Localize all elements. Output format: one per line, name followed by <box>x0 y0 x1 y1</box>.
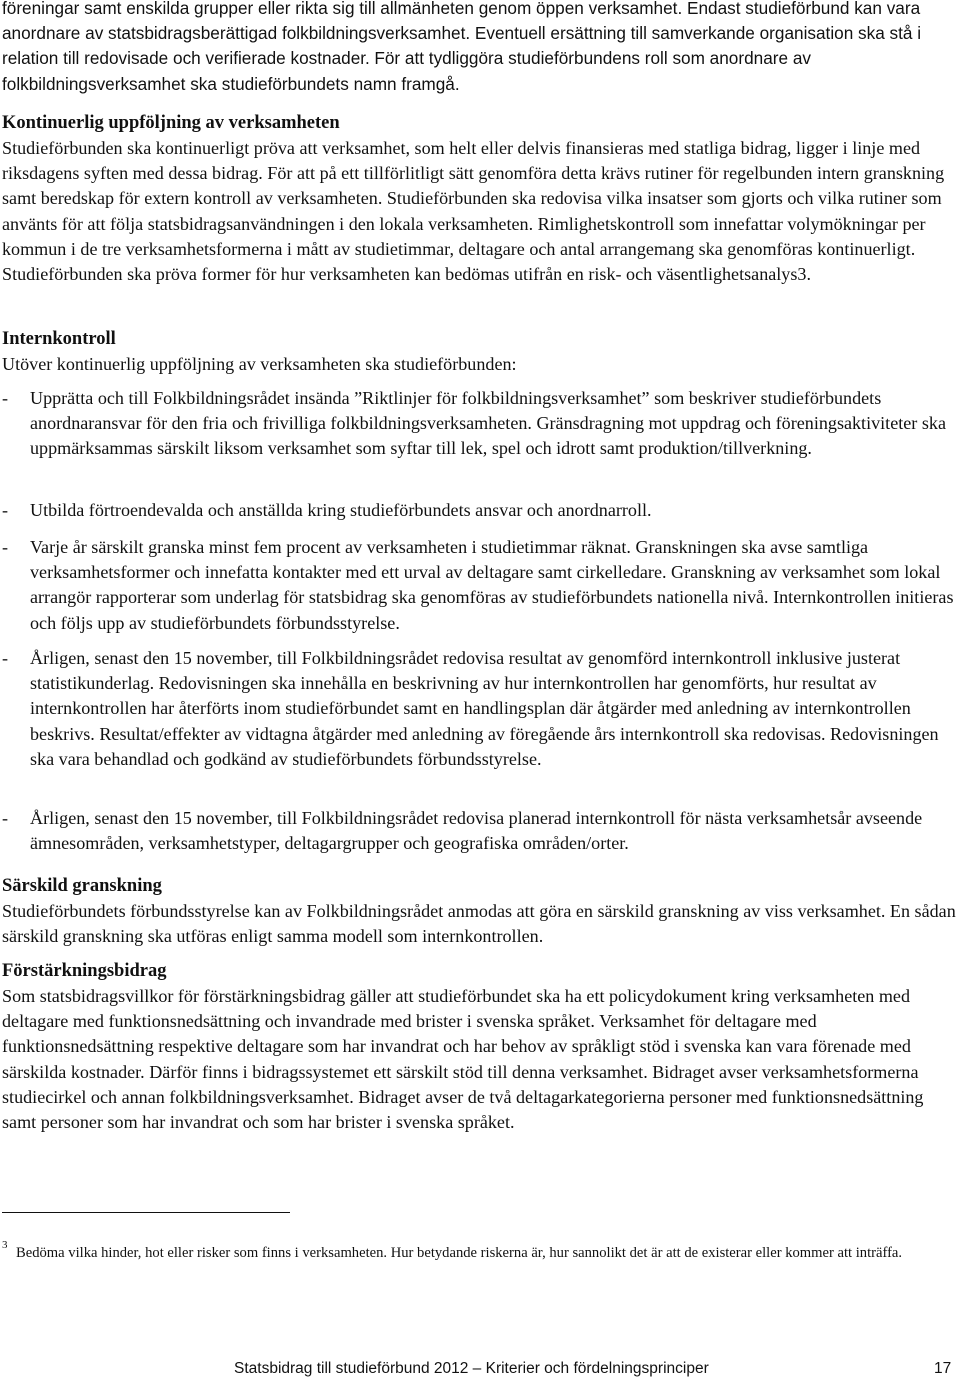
paragraph-sarskild: Studieförbundets förbundsstyrelse kan av Folkbildningsrådet anmodas att göra en särskild granskning av viss verksamhet. En sådan särskild granskning ska utföras enligt samma modell som internkontrollen. <box>2 901 956 947</box>
list-dash: - <box>2 537 9 557</box>
list-item <box>2 386 958 462</box>
heading-kontinuerlig: Kontinuerlig uppföljning av verksamheten <box>2 113 340 133</box>
intro-serif-text: För att tydliggöra studieförbundens roll som anordnare av folkbildningsverksamhet ska studieförbundets namn framgå. <box>2 48 811 94</box>
paragraph-kontinuerlig <box>2 136 956 287</box>
kontinuerlig-text: Studieförbunden ska kontinuerligt pröva att verksamhet, som helt eller delvis finansieras med statliga bidrag, ligger i linje med riksdagens syften med dessa bidrag. För att på ett tillförlitligt sätt genomföra detta krävs rutiner för regelbunden intern granskning samt beredskap för extern kontroll av verksamheten. Studieförbunden ska redovisa vilka insatser som gjorts och vilka rutiner som använts för att följa statsbidragsanvändningen i den lokala verksamheten. Rimlighetskontroll som innefattar volymökningar per kommun i de tre verksamhetsformerna i mått av studietimmar, deltagare och antal arrangemang ska genomföras kontinuerligt. Studieförbunden ska pröva former för hur verksamheten kan bedömas utifrån en risk- och väsentlighetsanalys <box>2 138 945 285</box>
list-item <box>2 535 958 636</box>
list-dash: - <box>2 388 9 408</box>
list-item <box>2 806 958 856</box>
list-dash: - <box>2 808 9 828</box>
heading-internkontroll: Internkontroll <box>2 329 116 349</box>
page-number: 17 <box>934 1360 952 1377</box>
list-dash: - <box>2 648 9 668</box>
footnote-marker: 3 <box>2 1239 8 1251</box>
footnote-reference: 3. <box>797 264 811 285</box>
list-item-text: Årligen, senast den 15 november, till Folkbildningsrådet redovisa planerad internkontroll för nästa verksamhetsår avseende ämnesområden, verksamhetstyper, deltagargrupper och geografiska områden/orter. <box>30 808 923 854</box>
list-dash: - <box>2 500 9 520</box>
list-item-text: Upprätta och till Folkbildningsrådet insända ”Riktlinjer för folkbildningsverksamhet” som beskriver studieförbundets anordnaransvar för den fria och frivilliga folkbildningsverksamheten. Gränsdragning mot uppdrag och föreningsaktiviteter ska uppmärksammas särskilt liksom verksamhet som syftar till lek, spel och idrott samt produktion/tillverkning. <box>30 388 946 459</box>
internkontroll-intro: Utöver kontinuerlig uppföljning av verksamheten ska studieförbunden: <box>2 354 517 374</box>
intro-paragraph <box>2 0 956 97</box>
list-item-text: Utbilda förtroendevalda och anställda kring studieförbundets ansvar och anordnarroll. <box>30 500 652 520</box>
heading-sarskild: Särskild granskning <box>2 876 162 896</box>
heading-forstarkning: Förstärkningsbidrag <box>2 961 167 981</box>
list-item <box>2 498 958 523</box>
footnote <box>2 1239 942 1264</box>
list-item-text: Varje år särskilt granska minst fem procent av verksamheten i studietimmar räknat. Granskningen ska avse samtliga verksamhetsformer och innefatta kontakter med ett urval av deltagare samt cirkelledare. Granskning av verksamhet som lokal arrangör rapporterar som underlag för statsbidrag ska genomföras av studieförbundets nationella nivå. Internkontrollen initieras och följs upp av studieförbundets förbundsstyrelse. <box>30 537 954 633</box>
list-item-text: Årligen, senast den 15 november, till Folkbildningsrådet redovisa resultat av genomförd internkontroll inklusive justerat statistikunderlag. Redovisningen ska innehålla en beskrivning av hur internkontrollen har genomförts, hur resultat av internkontrollen har återförts inom studieförbundet samt en handlingsplan där åtgärder med anledning av internkontrollen beskrivs. Resultat/effekter av vidtagna åtgärder med anledning av föregående års internkontroll ska redovisas. Redovisningen ska vara behandlad och godkänd av studieförbundets förbundsstyrelse. <box>30 648 939 769</box>
list-item <box>2 646 958 772</box>
footnote-divider <box>2 1212 290 1213</box>
page-footer-title: Statsbidrag till studieförbund 2012 – Kriterier och fördelningsprinciper <box>234 1360 709 1377</box>
intro-sans-text: föreningar samt enskilda grupper eller rikta sig till allmänheten genom öppen verksamhet. Endast studieförbund kan vara anordnare av statsbidragsberättigad folkbildningsverksamhet. Eventuell ersättning till samverkande organisation ska stå i relation till redovisade och verifierade kostnader. <box>2 0 922 69</box>
footnote-text: Bedöma vilka hinder, hot eller risker som finns i verksamheten. Hur betydande riskerna är, hur sannolikt det är att de existerar eller kommer att inträffa. <box>16 1245 903 1261</box>
paragraph-forstarkning: Som statsbidragsvillkor för förstärkningsbidrag gäller att studieförbundet ska ha ett policydokument kring verksamheten med deltagare med funktionsnedsättning och invandrade med brister i svenska språket. Verksamhet för deltagare med funktionsnedsättning respektive deltagare som har invandrat och har behov av språkligt stöd i svenska kan vara förenade med särskilda kostnader. Därför finns i bidragssystemet ett särskilt stöd till denna verksamhet. Bidraget avser verksamhetsformerna studiecirkel och annan folkbildningsverksamhet. Bidraget avser de två deltagarkategorierna personer med funktionsnedsättning samt personer som har invandrat och som har brister i svenska språket. <box>2 986 924 1133</box>
